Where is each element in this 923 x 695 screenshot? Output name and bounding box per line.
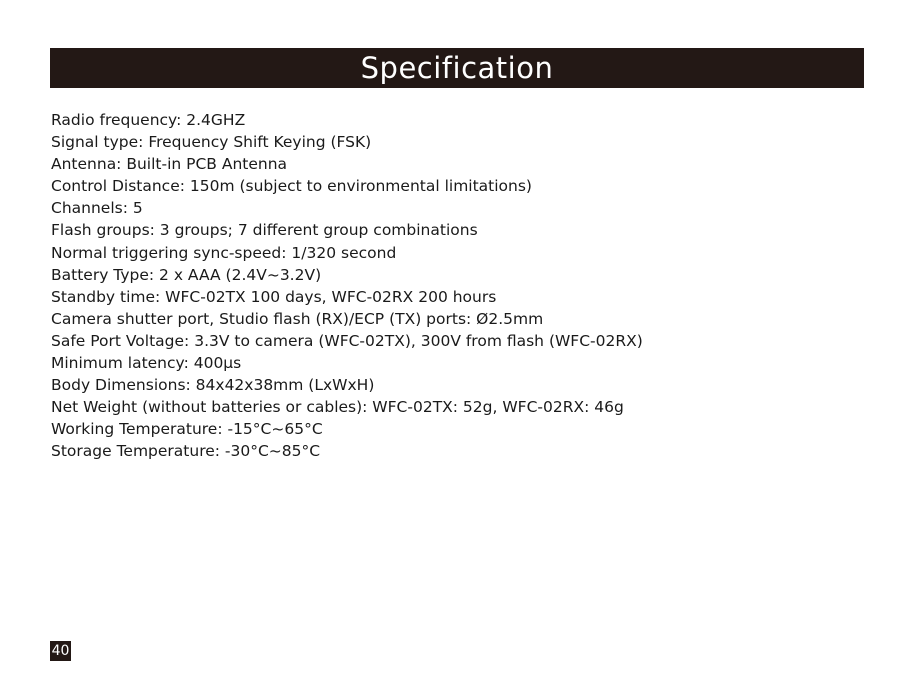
spec-flash-groups: Flash groups: 3 groups; 7 different group combinations [51, 221, 478, 240]
spec-net-weight: Net Weight (without batteries or cables): WFC-02TX: 52g, WFC-02RX: 46g [51, 398, 624, 417]
title-bar [50, 48, 864, 88]
spec-channels: Channels: 5 [51, 199, 143, 218]
spec-ports: Camera shutter port, Studio flash (RX)/ECP (TX) ports: Ø2.5mm [51, 309, 544, 328]
spec-sync-speed: Normal triggering sync-speed: 1/320 second [51, 243, 397, 262]
spec-working-temperature: Working Temperature: -15°C~65°C [51, 420, 323, 439]
spec-control-distance: Control Distance: 150m (subject to environmental limitations) [51, 177, 532, 196]
page-title: Specification [360, 51, 554, 85]
spec-storage-temperature: Storage Temperature: -30°C~85°C [51, 442, 321, 461]
spec-safe-port-voltage: Safe Port Voltage: 3.3V to camera (WFC-02TX), 300V from flash (WFC-02RX) [51, 331, 643, 350]
spec-standby-time: Standby time: WFC-02TX 100 days, WFC-02RX 200 hours [51, 287, 497, 306]
spec-radio-frequency: Radio frequency: 2.4GHZ [51, 111, 246, 129]
page-number: 40 [51, 643, 70, 659]
spec-antenna: Antenna: Built-in PCB Antenna [51, 155, 288, 174]
spec-battery-type: Battery Type: 2 x AAA (2.4V~3.2V) [51, 265, 322, 284]
spec-minimum-latency: Minimum latency: 400μs [51, 354, 242, 373]
spec-signal-type: Signal type: Frequency Shift Keying (FSK) [51, 133, 372, 152]
spec-body-dimensions: Body Dimensions: 84x42x38mm (LxWxH) [51, 376, 375, 395]
spec-list [51, 109, 643, 463]
